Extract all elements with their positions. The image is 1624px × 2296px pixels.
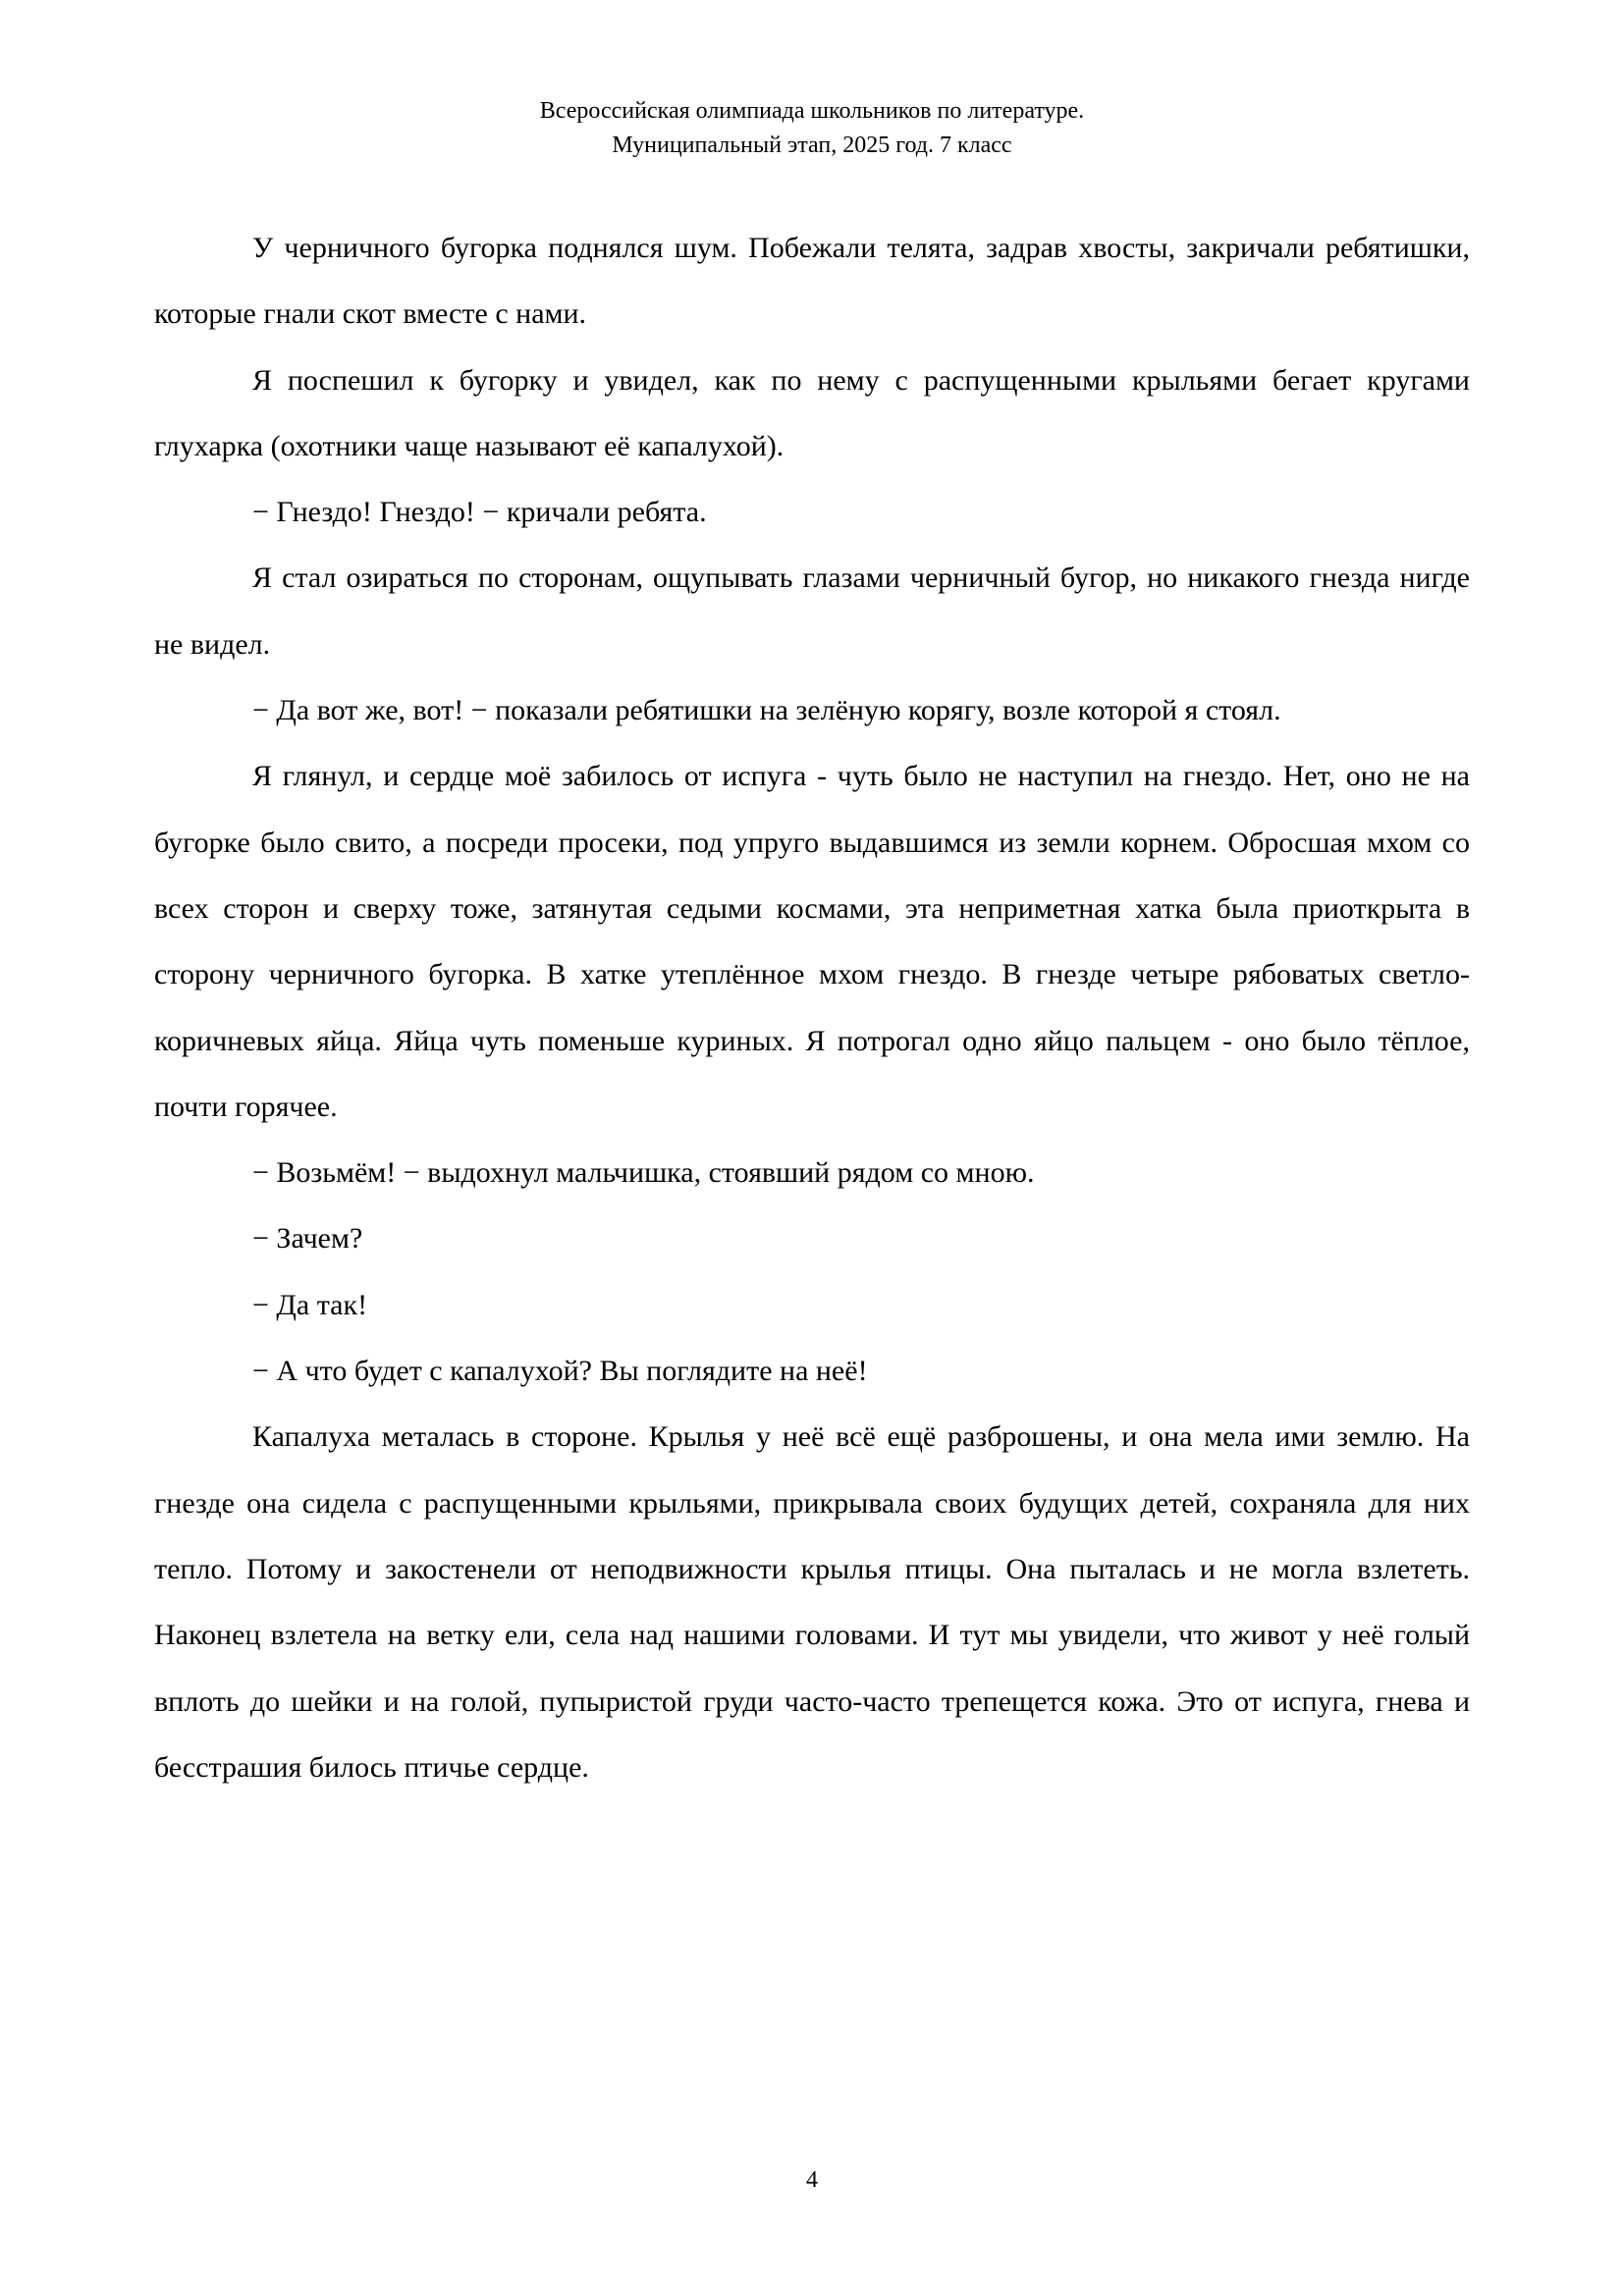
header-line-stage: Муниципальный этап, 2025 год. 7 класс [612,133,1012,158]
page-number: 4 [806,2167,818,2193]
paragraph: − Да вот же, вот! − показали ребятишки на зелёную корягу, возле которой я стоял. [252,694,1281,727]
page-header [0,94,1624,163]
dialog-line: − Возьмём! − выдохнул мальчишка, стоявший рядом со мною. [252,1156,1035,1190]
header-line-olympiad: Всероссийская олимпиада школьников по литературе. [539,98,1085,124]
paragraph: Я глянул, и сердце моё забилось от испуга - чуть было не наступил на гнездо. Нет, оно не на бугорке было свито, а посреди просеки, под упруго выдавшимся из земли корнем. Обросшая мхом со всех сторон и сверху тоже, затянутая седыми космами, эта неприметная хатка была приоткрыта в сторону черничного бугорка. В хатке утеплённое мхом гнездо. В гнезде четыре рябоватых светло-коричневых яйца. Яйца чуть поменьше куриных. Я потрогал одно яйцо пальцем - оно было тёплое, почти горячее. [154,760,1470,1123]
dialog-line: − Зачем? [252,1222,363,1255]
paragraph: Я поспешил к бугорку и увидел, как по нему с распущенными крыльями бегает кругами глухарка (охотники чаще называют её капалухой). [154,363,1470,462]
paragraph: Капалуха металась в стороне. Крылья у неё всё ещё разброшены, и она мела ими землю. На гнезде она сидела с распущенными крыльями, прикрывала своих будущих детей, сохраняла для них тепло. Потому и закостенели от неподвижности крылья птицы. Она пыталась и не могла взлететь. Наконец взлетела на ветку ели, села над нашими головами. И тут мы увидели, что живот у неё голый вплоть до шейки и на голой, пупыристой груди часто-часто трепещется кожа. Это от испуга, гнева и бесстрашия билось птичье сердце. [154,1420,1470,1784]
dialog-line: − Гнездо! Гнездо! − кричали ребята. [252,496,707,529]
dialog-line: − Да так! [252,1288,368,1321]
paragraph: Я стал озираться по сторонам, ощупывать глазами черничный бугор, но никакого гнезда нигде не видел. [154,561,1470,661]
story-text [154,215,1470,1800]
dialog-line: − А что будет с капалухой? Вы поглядите на неё! [252,1355,868,1388]
paragraph: У черничного бугорка поднялся шум. Побежали телята, задрав хвосты, закричали ребятишки, которые гнали скот вместе с нами. [154,232,1470,331]
